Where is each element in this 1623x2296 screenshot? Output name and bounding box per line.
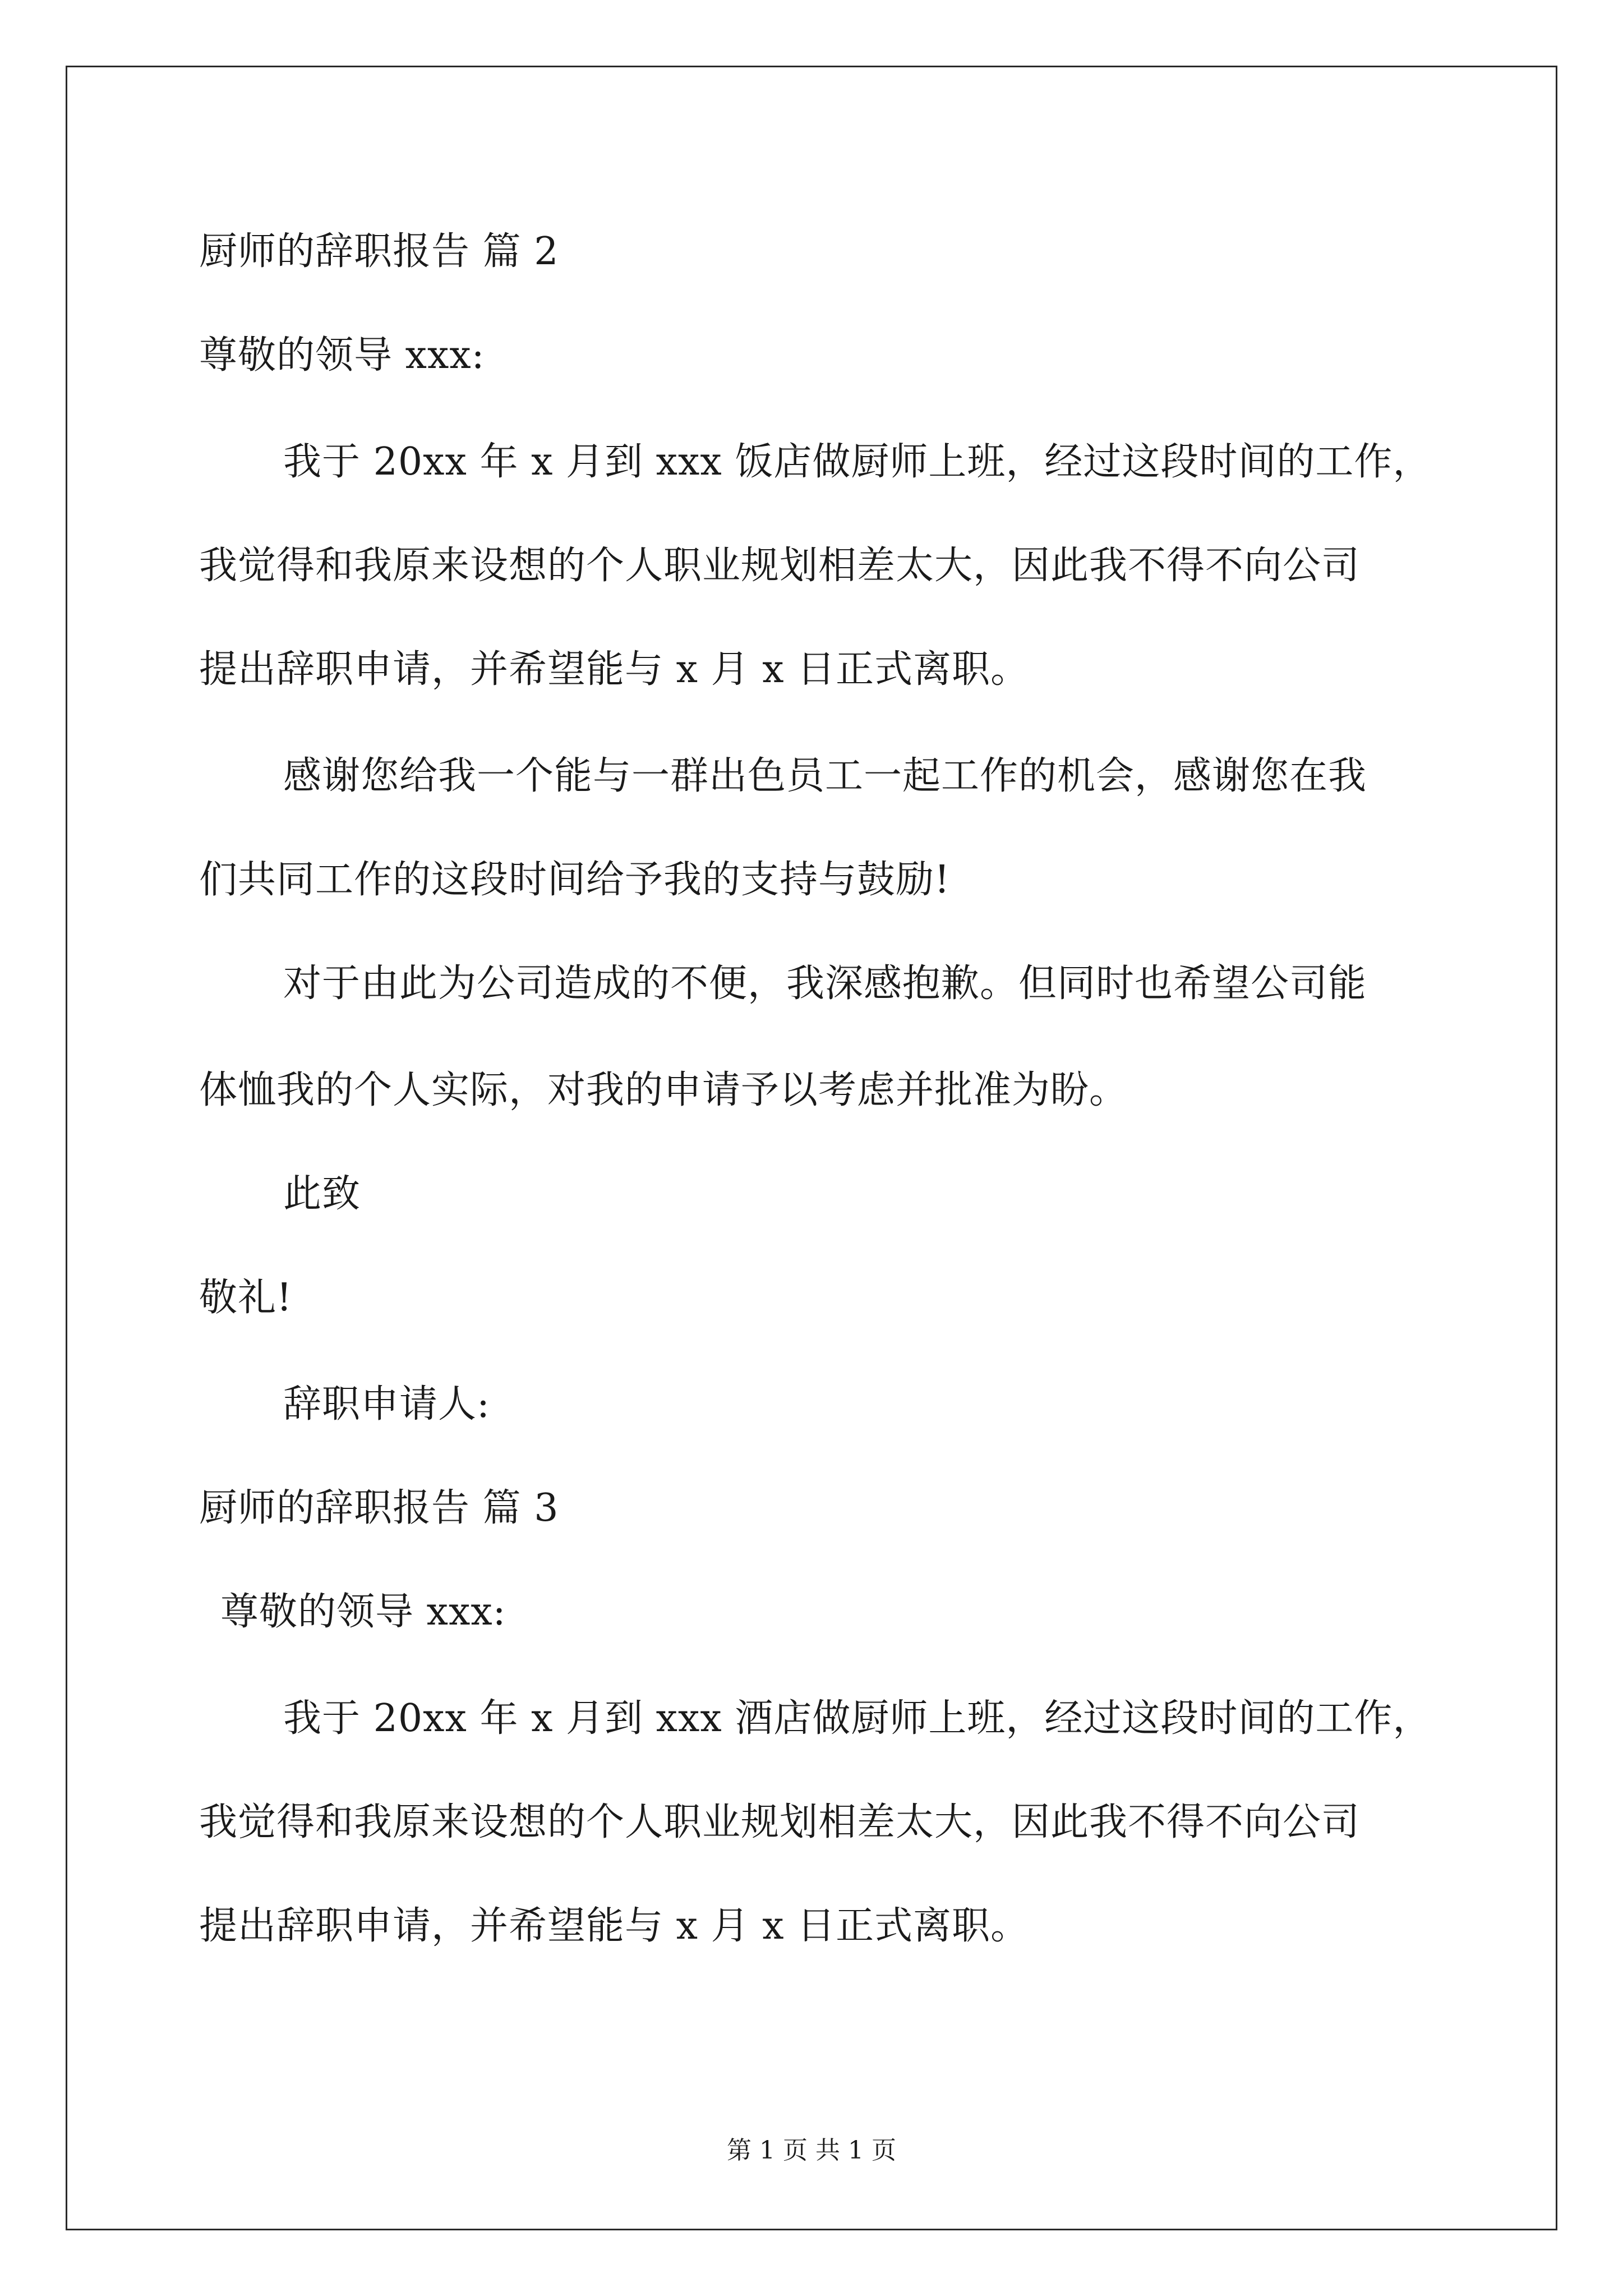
section2-para1-line3: 提出辞职申请，并希望能与 x 月 x 日正式离职。 (199, 647, 1030, 692)
section3-para1-line2: 我觉得和我原来设想的个人职业规划相差太大，因此我不得不向公司 (199, 1800, 1361, 1844)
page-footer: 第 1 页 共 1 页 (727, 2136, 896, 2165)
section2-closing2: 敬礼! (199, 1276, 293, 1320)
section2-heading: 厨师的辞职报告 篇 2 (199, 229, 559, 274)
section2-para3-line1: 对于由此为公司造成的不便，我深感抱歉。但同时也希望公司能 (283, 961, 1367, 1006)
section2-signature: 辞职申请人: (283, 1382, 490, 1427)
section2-para3-line2: 体恤我的个人实际，对我的申请予以考虑并批准为盼。 (199, 1068, 1128, 1112)
section2-para1-line1: 我于 20xx 年 x 月到 xxx 饭店做厨师上班，经过这段时间的工作， (283, 440, 1432, 484)
section2-closing1: 此致 (283, 1172, 361, 1216)
section3-para1-line1: 我于 20xx 年 x 月到 xxx 酒店做厨师上班，经过这段时间的工作， (283, 1696, 1432, 1741)
section3-heading: 厨师的辞职报告 篇 3 (199, 1486, 559, 1530)
section2-para2-line2: 们共同工作的这段时间给予我的支持与鼓励! (199, 858, 951, 902)
section2-para1-line2: 我觉得和我原来设想的个人职业规划相差太大，因此我不得不向公司 (199, 544, 1361, 588)
section3-salutation: 尊敬的领导 xxx: (220, 1590, 506, 1634)
section2-para2-line1: 感谢您给我一个能与一群出色员工一起工作的机会，感谢您在我 (283, 754, 1367, 798)
section3-para1-line3: 提出辞职申请，并希望能与 x 月 x 日正式离职。 (199, 1904, 1030, 1948)
section2-salutation: 尊敬的领导 xxx: (199, 333, 485, 378)
